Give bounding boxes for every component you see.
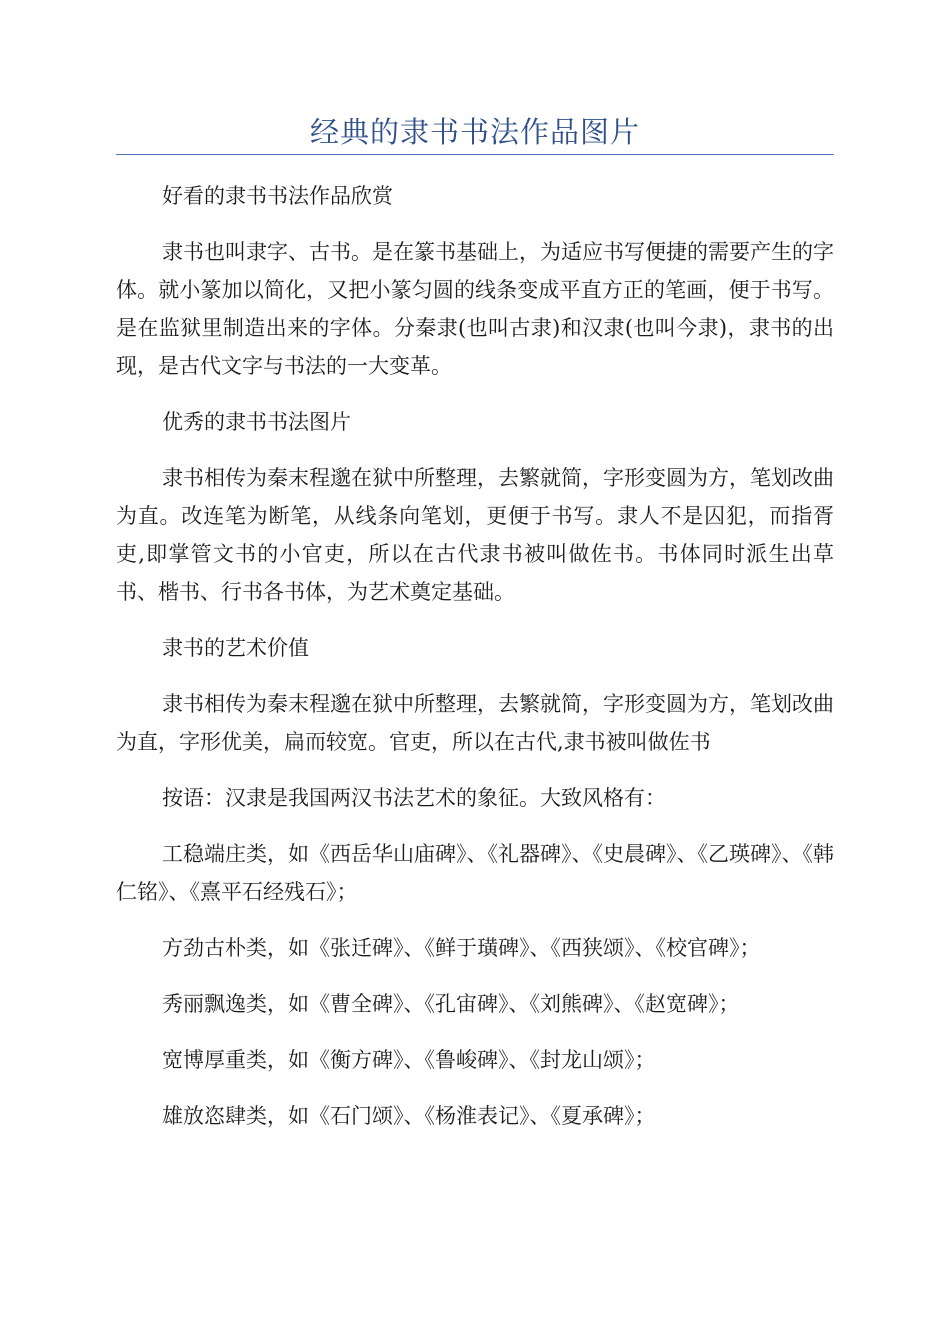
style-item-steady: 工稳端庄类，如《西岳华山庙碑》、《礼器碑》、《史晨碑》、《乙瑛碑》、《韩仁铭》、《熹平石经残石》； bbox=[116, 842, 834, 904]
style-item-elegant: 秀丽飘逸类，如《曹全碑》、《孔宙碑》、《刘熊碑》、《赵宽碑》； bbox=[162, 992, 740, 1016]
document-title: 经典的隶书书法作品图片 bbox=[309, 115, 640, 149]
paragraph-note: 按语：汉隶是我国两汉书法艺术的象征。大致风格有： bbox=[162, 786, 666, 810]
title-underline bbox=[116, 154, 834, 155]
section-heading-excellent-pictures: 优秀的隶书书法图片 bbox=[162, 410, 351, 434]
document-page bbox=[116, 0, 834, 1153]
paragraph-origin: 隶书相传为秦末程邈在狱中所整理，去繁就简，字形变圆为方，笔划改曲为直。改连笔为断笔，从线条向笔划，更便于书写。隶人不是囚犯，而指胥吏,即掌管文书的小官吏，所以在古代隶书被叫做佐书。书体同时派生出草书、楷书、行书各书体，为艺术奠定基础。 bbox=[116, 466, 834, 604]
paragraph-definition: 隶书也叫隶字、古书。是在篆书基础上，为适应书写便捷的需要产生的字体。就小篆加以简化，又把小篆匀圆的线条变成平直方正的笔画，便于书写。是在监狱里制造出来的字体。分秦隶(也叫古隶)和汉隶(也叫今隶)，隶书的出现，是古代文字与书法的一大变革。 bbox=[116, 240, 834, 378]
section-heading-appreciation: 好看的隶书书法作品欣赏 bbox=[162, 184, 393, 208]
style-item-broad: 宽博厚重类，如《衡方碑》、《鲁峻碑》、《封龙山颂》； bbox=[162, 1048, 656, 1072]
style-item-vigorous: 方劲古朴类，如《张迁碑》、《鲜于璜碑》、《西狭颂》、《校官碑》； bbox=[162, 936, 761, 960]
style-item-bold: 雄放恣肆类，如《石门颂》、《杨淮表记》、《夏承碑》； bbox=[162, 1104, 656, 1128]
document-body bbox=[116, 177, 834, 1135]
section-heading-artistic-value: 隶书的艺术价值 bbox=[162, 636, 309, 660]
paragraph-artistic-value: 隶书相传为秦末程邈在狱中所整理，去繁就简，字形变圆为方，笔划改曲为直，字形优美，扁而较宽。官吏，所以在古代,隶书被叫做佐书 bbox=[116, 692, 834, 754]
